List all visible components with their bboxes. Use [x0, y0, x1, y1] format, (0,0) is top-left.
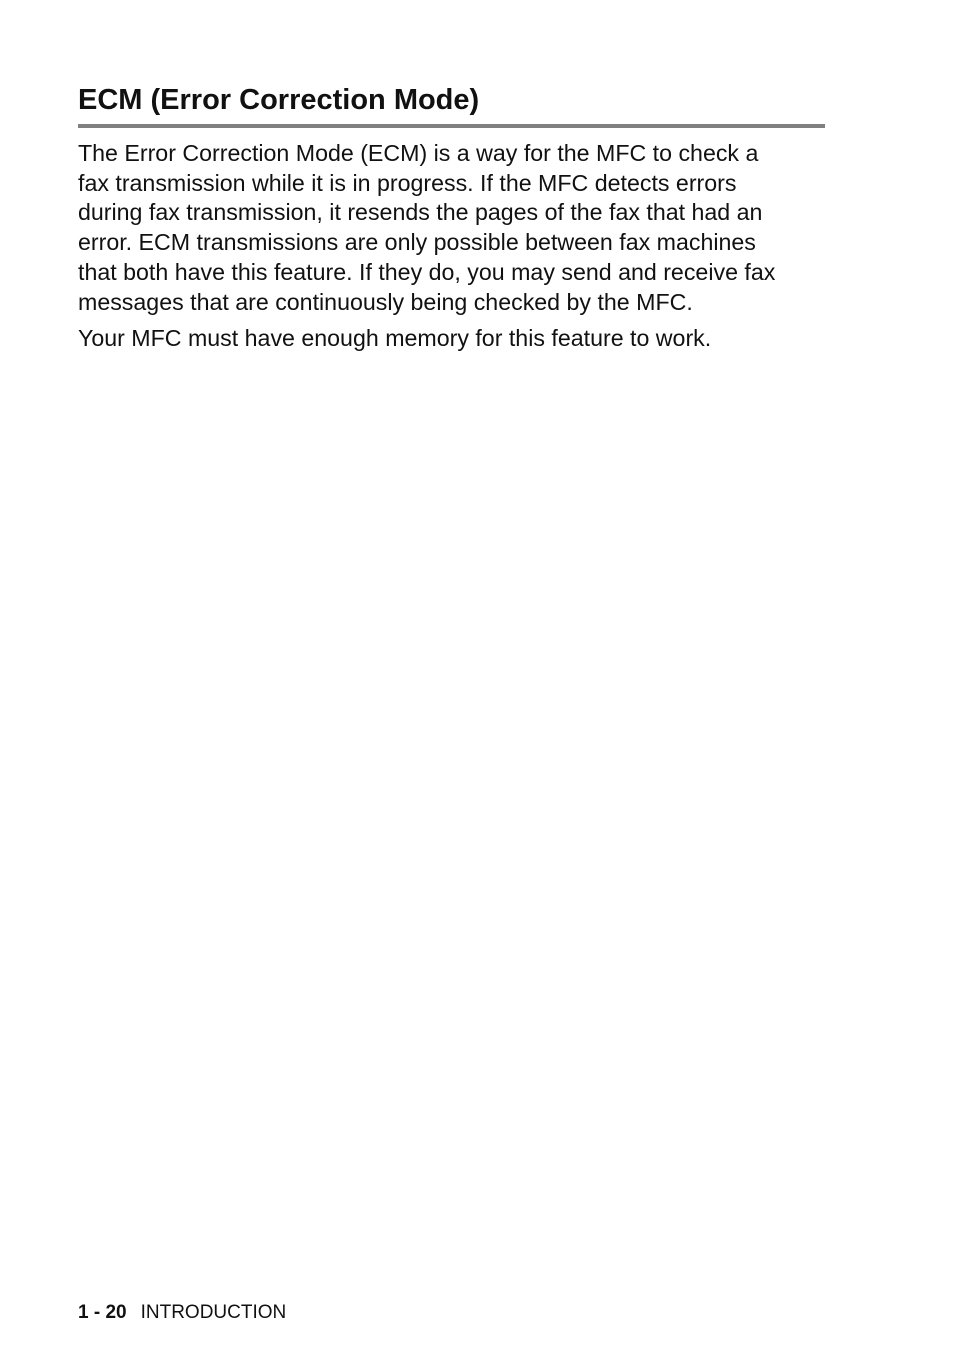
- paragraph-line: that both have this feature. If they do, you may send and receive fax: [78, 258, 776, 285]
- body-paragraph-memory-note: [78, 324, 838, 354]
- paragraph-line: fax transmission while it is in progress. If the MFC detects errors: [78, 169, 737, 196]
- paragraph-line: The Error Correction Mode (ECM) is a way for the MFC to check a: [78, 140, 759, 166]
- footer-page-number: 1 - 20: [78, 1302, 127, 1323]
- paragraph-line: Your MFC must have enough memory for this feature to work.: [78, 325, 712, 351]
- page-footer: [78, 1301, 286, 1325]
- footer-chapter-name: INTRODUCTION: [140, 1302, 287, 1323]
- body-paragraph-ecm-description: [78, 139, 838, 317]
- section-title: ECM (Error Correction Mode): [78, 84, 480, 116]
- title-underline-rule: [78, 124, 825, 128]
- paragraph-line: during fax transmission, it resends the pages of the fax that had an: [78, 199, 763, 226]
- paragraph-line: error. ECM transmissions are only possible between fax machines: [78, 229, 756, 256]
- paragraph-line: messages that are continuously being checked by the MFC.: [78, 288, 693, 315]
